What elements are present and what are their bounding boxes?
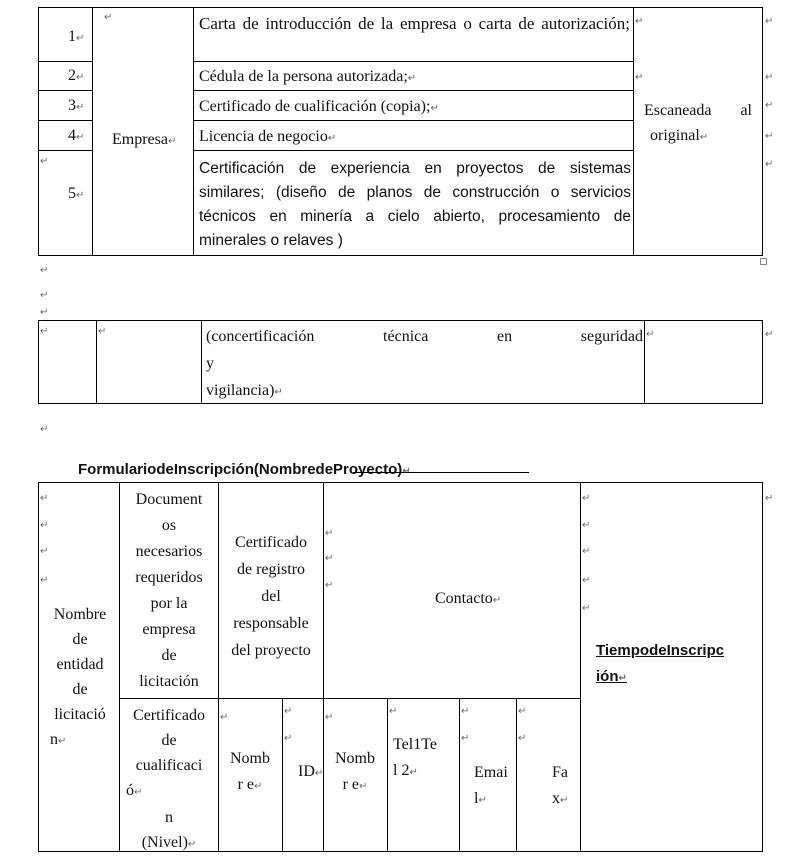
form-title: FormulariodeInscripción(NombredeProyecto)↵ [78,461,411,478]
table-2-text-line-3: vigilancia)↵ [206,382,283,399]
row-number: 3↵ [68,97,85,114]
escaneada-line-1: Escaneada al [644,102,752,119]
table-resize-handle[interactable] [760,258,767,265]
email-header: Emai l↵ [474,764,508,807]
row-text: Carta de introducción de la empresa o carta de autorización; [199,14,630,33]
row-text: Certificación de experiencia en proyectos de sistemas similares; (diseño de planos de construcción o servicios técnicos en minería a cielo abierto, procesamiento de minerales o relaves ) [199,160,631,249]
tel-header: Tel1Te l 2↵ [393,736,437,779]
table-2-text-line-1: (concertificación técnica en seguridad [206,328,643,345]
row-number: 1↵ [68,28,85,45]
empresa-cell: Empresa↵ [112,131,177,148]
fax-header: Fa x↵ [552,764,569,807]
row-number: 2↵ [68,67,85,84]
escaneada-line-2: original↵ [650,127,709,144]
row-number: 5↵ [68,185,85,202]
row-number: 4↵ [68,127,85,144]
row-text: Licencia de negocio↵ [199,128,337,145]
tiempo-inscripcion-header: TiempodeInscripc ión↵ [596,642,725,685]
contacto-header: Contacto↵ [435,590,502,607]
strikethrough-line [353,472,529,473]
table-2-text-line-2: y [206,355,214,372]
nombre-header-2: Nomb r e↵ [335,750,375,793]
certificado-registro-header: Certificado de registro del responsable del proyecto [231,534,311,659]
certificado-cualificacion-header: Certificado de cualificaci ó↵ n (Nivel)↵ [126,707,205,851]
row-text: Certificado de cualificación (copia);↵ [199,98,439,115]
documentos-header: Document os necesarios requeridos por la empresa de licitación [135,491,203,690]
row-text: Cédula de la persona autorizada;↵ [199,68,417,85]
id-header: ID↵ [298,763,324,780]
nombre-header-1: Nomb r e↵ [230,750,270,793]
nombre-entidad-header: Nombre de entidad de licitació n↵ [50,606,107,748]
